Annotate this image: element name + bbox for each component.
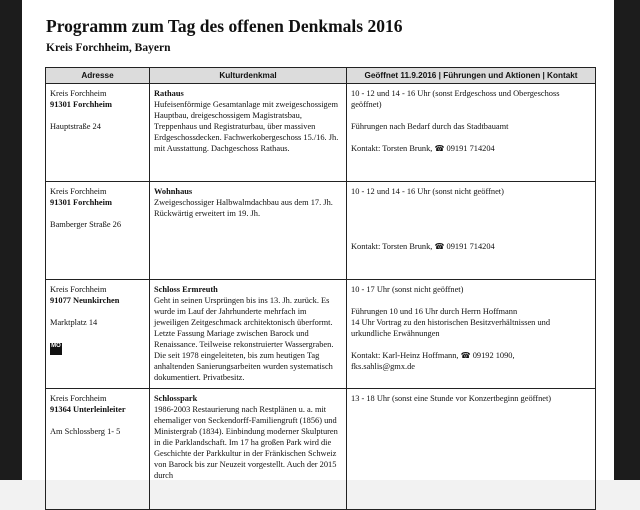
document-title: Programm zum Tag des offenen Denkmals 2016	[46, 16, 403, 36]
opening-hours: 13 - 18 Uhr (sonst eine Stunde vor Konzertbeginn geöffnet)	[351, 394, 552, 403]
scan-border-left	[0, 0, 22, 480]
phone-icon: ☎	[460, 351, 471, 360]
document-page	[22, 0, 614, 480]
header-geoeffnet: Geöffnet 11.9.2016 | Führungen und Aktionen | Kontakt	[347, 68, 596, 84]
address-cell	[46, 84, 150, 182]
table-row	[46, 389, 596, 510]
program-table	[45, 67, 596, 510]
contact-label: Kontakt: Torsten Brunk,	[351, 144, 433, 153]
kreis: Kreis Forchheim	[50, 89, 107, 98]
strasse: Am Schlossberg 1- 5	[50, 427, 121, 436]
event: 14 Uhr Vortrag zu den historischen Besitzverhältnissen und urkundliche Erwähnungen	[351, 318, 551, 338]
address-cell	[46, 280, 150, 389]
monument-description: Hufeisenförmige Gesamtanlage mit zweigeschossigem Hauptbau, dreigeschossigem Magistratsbau, Treppenhaus und Registraturbau, über massiven Erdgeschossdecken. Fachwerkobergeschoss 15./16. Jh. mit Ausstattung. Dachgeschoss Rathaus.	[154, 100, 339, 153]
contact	[351, 143, 591, 154]
info-cell	[347, 280, 596, 389]
tours: Führungen nach Bedarf durch das Stadtbauamt	[351, 122, 509, 131]
contact-label: Kontakt: Karl-Heinz Hoffmann,	[351, 351, 459, 360]
table-row	[46, 182, 596, 280]
monument-name: Schloss Ermreuth	[154, 285, 218, 294]
monument-name: Rathaus	[154, 89, 184, 98]
table-header-row	[46, 68, 596, 84]
contact-email: fks.sahlis@gmx.de	[351, 362, 416, 371]
contact-label: Kontakt: Torsten Brunk,	[351, 242, 433, 251]
phone-number: 09191 714204	[446, 144, 495, 153]
table-row	[46, 84, 596, 182]
contact	[351, 241, 591, 252]
address-cell	[46, 182, 150, 280]
monument-cell	[150, 182, 347, 280]
document-subtitle: Kreis Forchheim, Bayern	[46, 42, 171, 54]
scan-border-right	[614, 0, 640, 480]
monument-cell	[150, 84, 347, 182]
info-cell	[347, 182, 596, 280]
header-adresse: Adresse	[46, 68, 150, 84]
phone-icon: ☎	[434, 242, 445, 251]
plz-ort: 91301 Forchheim	[50, 198, 112, 207]
phone-number: 09191 714204	[446, 242, 495, 251]
strasse: Hauptstraße 24	[50, 122, 101, 131]
strasse: Bamberger Straße 26	[50, 220, 122, 229]
strasse: Marktplatz 14	[50, 318, 98, 327]
table-row	[46, 280, 596, 389]
monument-description: Geht in seinen Ursprüngen bis ins 13. Jh. zurück. Es wurde im Lauf der Jahrhunderte mehrfach im jeweiligen Zeitgeschmack architektonisch überformt. Letzte Fassung Mariage zwischen Barock und Renaissance. Teilweise rekonstruierter Wassergraben. Die seit 1978 eingeleiteten, bis zum heutigen Tag anhaltenden Sanierungsarbeiten wurden systematisch dokumentiert. Privatbesitz.	[154, 296, 334, 382]
mo-logo: MO	[50, 343, 62, 355]
tours: Führungen 10 und 16 Uhr durch Herrn Hoffmann	[351, 307, 518, 316]
phone-number: 09192 1090,	[472, 351, 515, 360]
monument-cell	[150, 389, 347, 510]
monument-name: Wohnhaus	[154, 187, 193, 196]
header-kulturdenkmal: Kulturdenkmal	[150, 68, 347, 84]
info-cell	[347, 84, 596, 182]
contact	[351, 350, 591, 361]
opening-hours: 10 - 12 und 14 - 16 Uhr (sonst nicht geöffnet)	[351, 187, 504, 196]
plz-ort: 91301 Forchheim	[50, 100, 112, 109]
kreis: Kreis Forchheim	[50, 187, 107, 196]
plz-ort: 91077 Neunkirchen	[50, 296, 120, 305]
address-cell	[46, 389, 150, 510]
plz-ort: 91364 Unterleinleiter	[50, 405, 126, 414]
monument-cell	[150, 280, 347, 389]
phone-icon: ☎	[434, 144, 445, 153]
monument-name: Schlosspark	[154, 394, 198, 403]
opening-hours: 10 - 12 und 14 - 16 Uhr (sonst Erdgeschoss und Obergeschoss geöffnet)	[351, 89, 560, 109]
kreis: Kreis Forchheim	[50, 394, 107, 403]
monument-description: 1986-2003 Restaurierung nach Restplänen u. a. mit ehemaliger von Seckendorff-Familiengruft (1856) und Ministergrab (1834). Einbindung moderner Skulpturen in die Parklandschaft. Im 17 ha großen Park wird die Geschichte der Parkkultur in der Fränkischen Schweiz von Barock bis zur Neuzeit vorgestellt. Auch der 2015 durch	[154, 405, 338, 480]
info-cell	[347, 389, 596, 510]
monument-description: Zweigeschossiger Halbwalmdachbau aus dem 17. Jh. Rückwärtig erweitert im 19. Jh.	[154, 198, 333, 218]
kreis: Kreis Forchheim	[50, 285, 107, 294]
opening-hours: 10 - 17 Uhr (sonst nicht geöffnet)	[351, 285, 464, 294]
